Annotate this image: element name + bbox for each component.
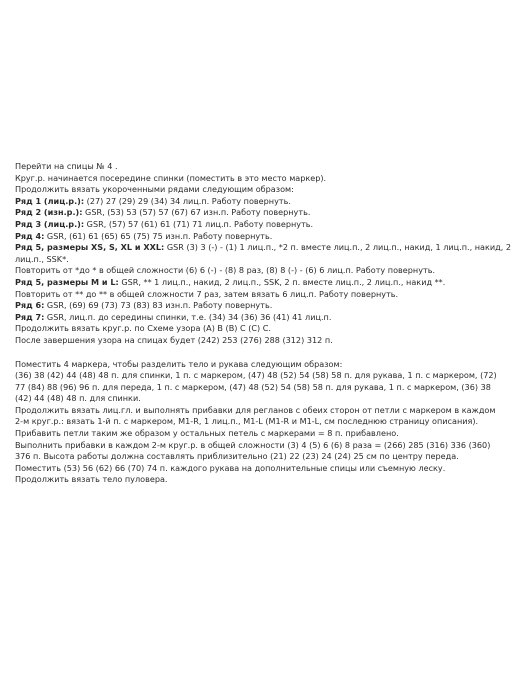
line-text: Продолжить вязать круг.р. по Схеме узора (A) B (B) C (C) C. xyxy=(15,323,271,334)
row-heading: Ряд 2 (изн.р.): xyxy=(15,207,83,218)
text-line xyxy=(15,463,515,475)
line-text: Поместить (53) 56 (62) 66 (70) 74 п. каждого рукава на дополнительные спицы или съемную леску. xyxy=(15,462,446,473)
row-heading: Ряд 5, размеры XS, S, XL и XXL: xyxy=(15,242,165,253)
line-text: GSR, (69) 69 (73) 73 (83) 83 изн.п. Работу повернуть. xyxy=(44,300,273,311)
text-line xyxy=(15,254,515,266)
row-heading: Ряд 4: xyxy=(15,230,45,241)
text-line xyxy=(15,359,515,371)
text-line xyxy=(15,416,515,428)
document-page xyxy=(15,161,515,486)
line-text: Выполнить прибавки в каждом 2-м круг.р. в общей сложности (3) 4 (5) 6 (6) 8 раза = (266) 285 (316) 336 (360) xyxy=(15,439,491,450)
line-text: Перейти на спицы № 4 . xyxy=(15,161,118,171)
line-text: (42) 44 (48) 48 п. для спинки. xyxy=(15,393,141,404)
text-line xyxy=(15,312,515,324)
row-heading: Ряд 1 (лиц.р.): xyxy=(15,195,85,206)
line-text: GSR, (57) 57 (61) 61 (71) 71 лиц.п. Работу повернуть. xyxy=(84,218,314,229)
text-line xyxy=(15,219,515,231)
line-text: Продолжить вязать тело пуловера. xyxy=(15,474,168,485)
text-line xyxy=(15,265,515,277)
text-line xyxy=(15,277,515,289)
text-line xyxy=(15,184,515,196)
line-text: GSR, лиц.п. до середины спинки, т.е. (34) 34 (36) 36 (41) 41 лиц.п. xyxy=(44,311,332,322)
text-line xyxy=(15,428,515,440)
line-text: GSR, ** 1 лиц.п., накид, 2 лиц.п., SSK, 2 п. вместе лиц.п., 2 лиц.п., накид **. xyxy=(118,276,446,287)
line-text: Продолжить вязать укороченными рядами следующим образом: xyxy=(15,184,294,195)
text-line xyxy=(15,474,515,486)
text-line xyxy=(15,207,515,219)
line-text: GSR, (53) 53 (57) 57 (67) 67 изн.п. Работу повернуть. xyxy=(82,207,311,218)
line-text: Повторить от ** до ** в общей сложности 7 раз, затем вязать 6 лиц.п. Работу повернуть. xyxy=(15,288,399,299)
line-text: GSR (3) 3 (-) - (1) 1 лиц.п., *2 п. вместе лиц.п., 2 лиц.п., накид, 1 лиц.п., накид, 2 xyxy=(164,242,512,253)
text-line xyxy=(15,196,515,208)
line-text: Круг.р. начинается посередине спинки (поместить в это место маркер). xyxy=(15,172,327,183)
text-line xyxy=(15,323,515,335)
text-line xyxy=(15,300,515,312)
line-text: 376 п. Высота работы должна составлять приблизительно (21) 22 (23) 24 (24) 25 см по центру переда. xyxy=(15,451,459,462)
line-text: 2-м круг.р.: вязать 1-й п. с маркером, M1-R, 1 лиц.п., M1-L (M1-R и M1-L, см последнюю страницу описания). xyxy=(15,416,479,427)
line-text: После завершения узора на спицах будет (242) 253 (276) 288 (312) 312 п. xyxy=(15,334,333,345)
text-line xyxy=(15,370,515,382)
line-text: (36) 38 (42) 44 (48) 48 п. для спинки, 1 п. с маркером, (47) 48 (52) 54 (58) 58 п. для рукава, 1 п. с маркером, (72) xyxy=(15,370,497,381)
text-line xyxy=(15,161,515,173)
paragraph-gap xyxy=(15,347,515,359)
row-heading: Ряд 6: xyxy=(15,300,45,311)
text-line xyxy=(15,242,515,254)
text-line xyxy=(15,173,515,185)
line-text: Прибавить петли таким же образом у остальных петель с маркерами = 8 п. прибавлено. xyxy=(15,428,399,439)
line-text: лиц.п., SSK*. xyxy=(15,253,69,264)
text-line xyxy=(15,382,515,394)
line-text: Продолжить вязать лиц.гл. и выполнять прибавки для регланов с обеих сторон от петли с маркером в каждом xyxy=(15,404,496,415)
instructions-block-markers xyxy=(15,359,515,487)
row-heading: Ряд 7: xyxy=(15,311,45,322)
line-text: (27) 27 (29) 29 (34) 34 лиц.п. Работу повернуть. xyxy=(84,195,291,206)
text-line xyxy=(15,440,515,452)
line-text: Повторить от *до * в общей сложности (6) 6 (-) - (8) 8 раз, (8) 8 (-) - (6) 6 лиц.п. Работу повернуть. xyxy=(15,265,436,276)
text-line xyxy=(15,335,515,347)
line-text: 77 (84) 88 (96) 96 п. для переда, 1 п. с маркером, (47) 48 (52) 54 (58) 58 п. для рукава, 1 п. с маркером, (36) 38 xyxy=(15,381,491,392)
text-line xyxy=(15,231,515,243)
text-line xyxy=(15,405,515,417)
text-line xyxy=(15,289,515,301)
text-line xyxy=(15,393,515,405)
row-heading: Ряд 5, размеры M и L: xyxy=(15,276,119,287)
line-text: GSR, (61) 61 (65) 65 (75) 75 изн.п. Работу повернуть. xyxy=(44,230,273,241)
text-line xyxy=(15,451,515,463)
line-text: Поместить 4 маркера, чтобы разделить тело и рукава следующим образом: xyxy=(15,358,343,369)
row-heading: Ряд 3 (лиц.р.): xyxy=(15,218,85,229)
instructions-block-short-rows xyxy=(15,161,515,347)
